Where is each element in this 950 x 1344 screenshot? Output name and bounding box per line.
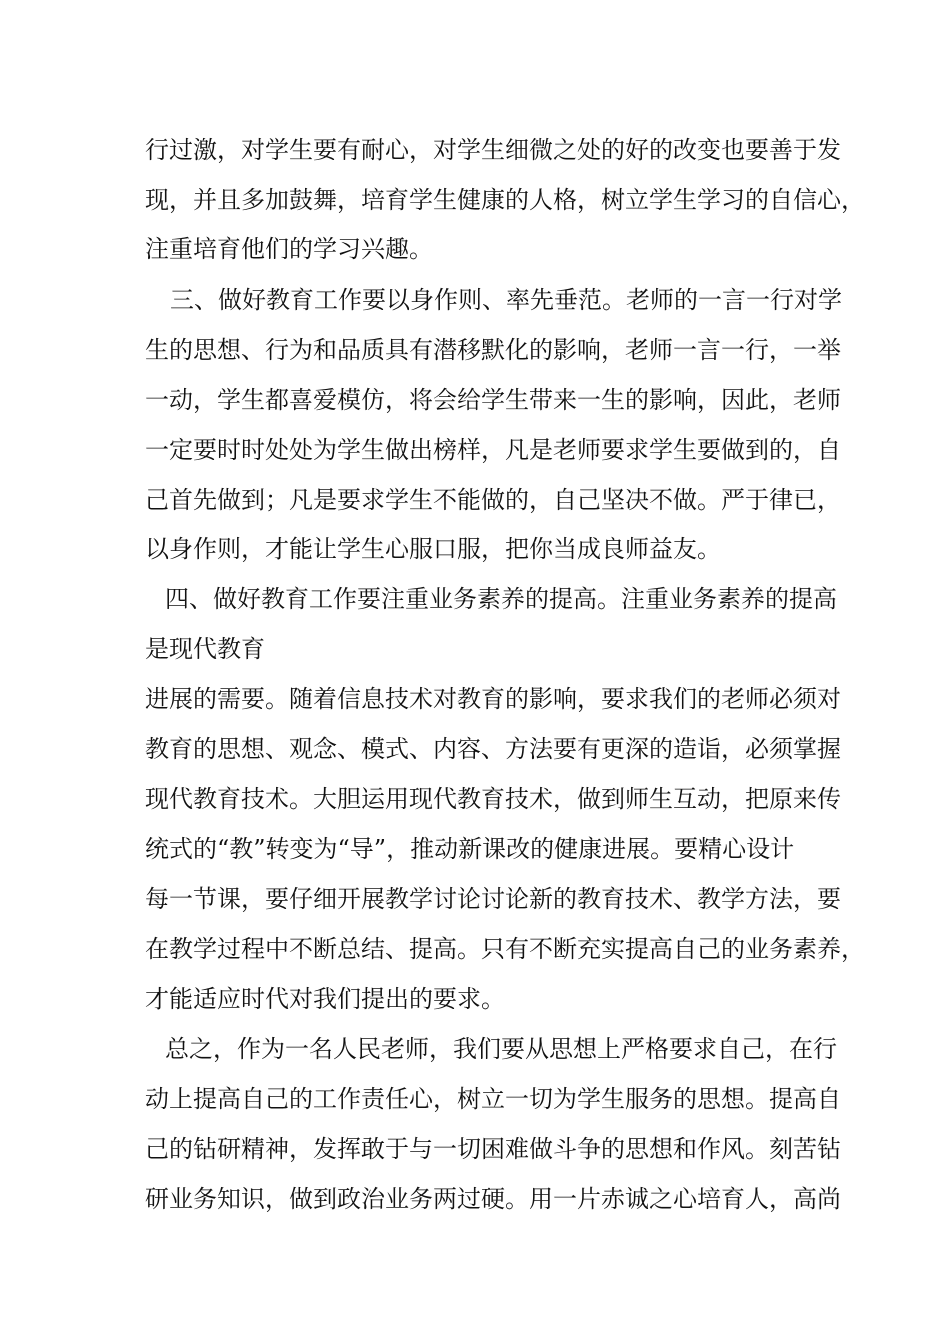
paragraph-3-line-6: 统式的“教”转变为“导”，推动新课改的健康进展。要精心设计 [145,835,795,863]
paragraph-3-line-7: 每一节课，要仔细开展教学讨论讨论新的教育技术、教学方法，要 [145,885,841,913]
paragraph-2-line-2: 生的思想、行为和品质具有潜移默化的影响，老师一言一行，一举 [145,336,841,364]
paragraph-1-line-3: 注重培育他们的学习兴趣。 [145,235,433,263]
paragraph-3-line-5: 现代教育技术。大胆运用现代教育技术，做到师生互动，把原来传 [145,785,841,813]
paragraph-3-line-9: 才能适应时代对我们提出的要求。 [145,985,505,1013]
paragraph-2-line-5: 己首先做到；凡是要求学生不能做的，自己坚决不做。严于律已， [145,486,841,514]
paragraph-4-line-2: 动上提高自己的工作责任心，树立一切为学生服务的思想。提高自 [145,1085,841,1113]
paragraph-1-line-1: 行过激，对学生要有耐心，对学生细微之处的好的改变也要善于发 [145,136,841,164]
paragraph-2-line-1: 三、做好教育工作要以身作则、率先垂范。老师的一言一行对学 [170,286,842,314]
paragraph-2-line-6: 以身作则，才能让学生心服口服，把你当成良师益友。 [145,535,721,563]
paragraph-1-line-2: 现，并且多加鼓舞，培育学生健康的人格，树立学生学习的自信心， [145,186,865,214]
paragraph-4-line-1: 总之，作为一名人民老师，我们要从思想上严格要求自己，在行 [165,1035,837,1063]
paragraph-2-line-4: 一定要时时处处为学生做出榜样，凡是老师要求学生要做到的，自 [145,436,841,464]
paragraph-2-line-3: 一动，学生都喜爱模仿，将会给学生带来一生的影响，因此，老师 [145,386,841,414]
paragraph-4-line-4: 研业务知识，做到政治业务两过硬。用一片赤诚之心培育人，高尚 [145,1185,841,1213]
paragraph-3-line-1: 四、做好教育工作要注重业务素养的提高。注重业务素养的提高 [165,585,837,613]
paragraph-4-line-3: 己的钻研精神，发挥敢于与一切困难做斗争的思想和作风。刻苦钻 [145,1135,841,1163]
paragraph-3-line-2: 是现代教育 [145,635,265,663]
paragraph-3-line-3: 进展的需要。随着信息技术对教育的影响，要求我们的老师必须对 [145,685,841,713]
paragraph-3-line-4: 教育的思想、观念、模式、内容、方法要有更深的造诣，必须掌握 [145,735,841,763]
paragraph-3-line-8: 在教学过程中不断总结、提高。只有不断充实提高自己的业务素养， [145,935,865,963]
